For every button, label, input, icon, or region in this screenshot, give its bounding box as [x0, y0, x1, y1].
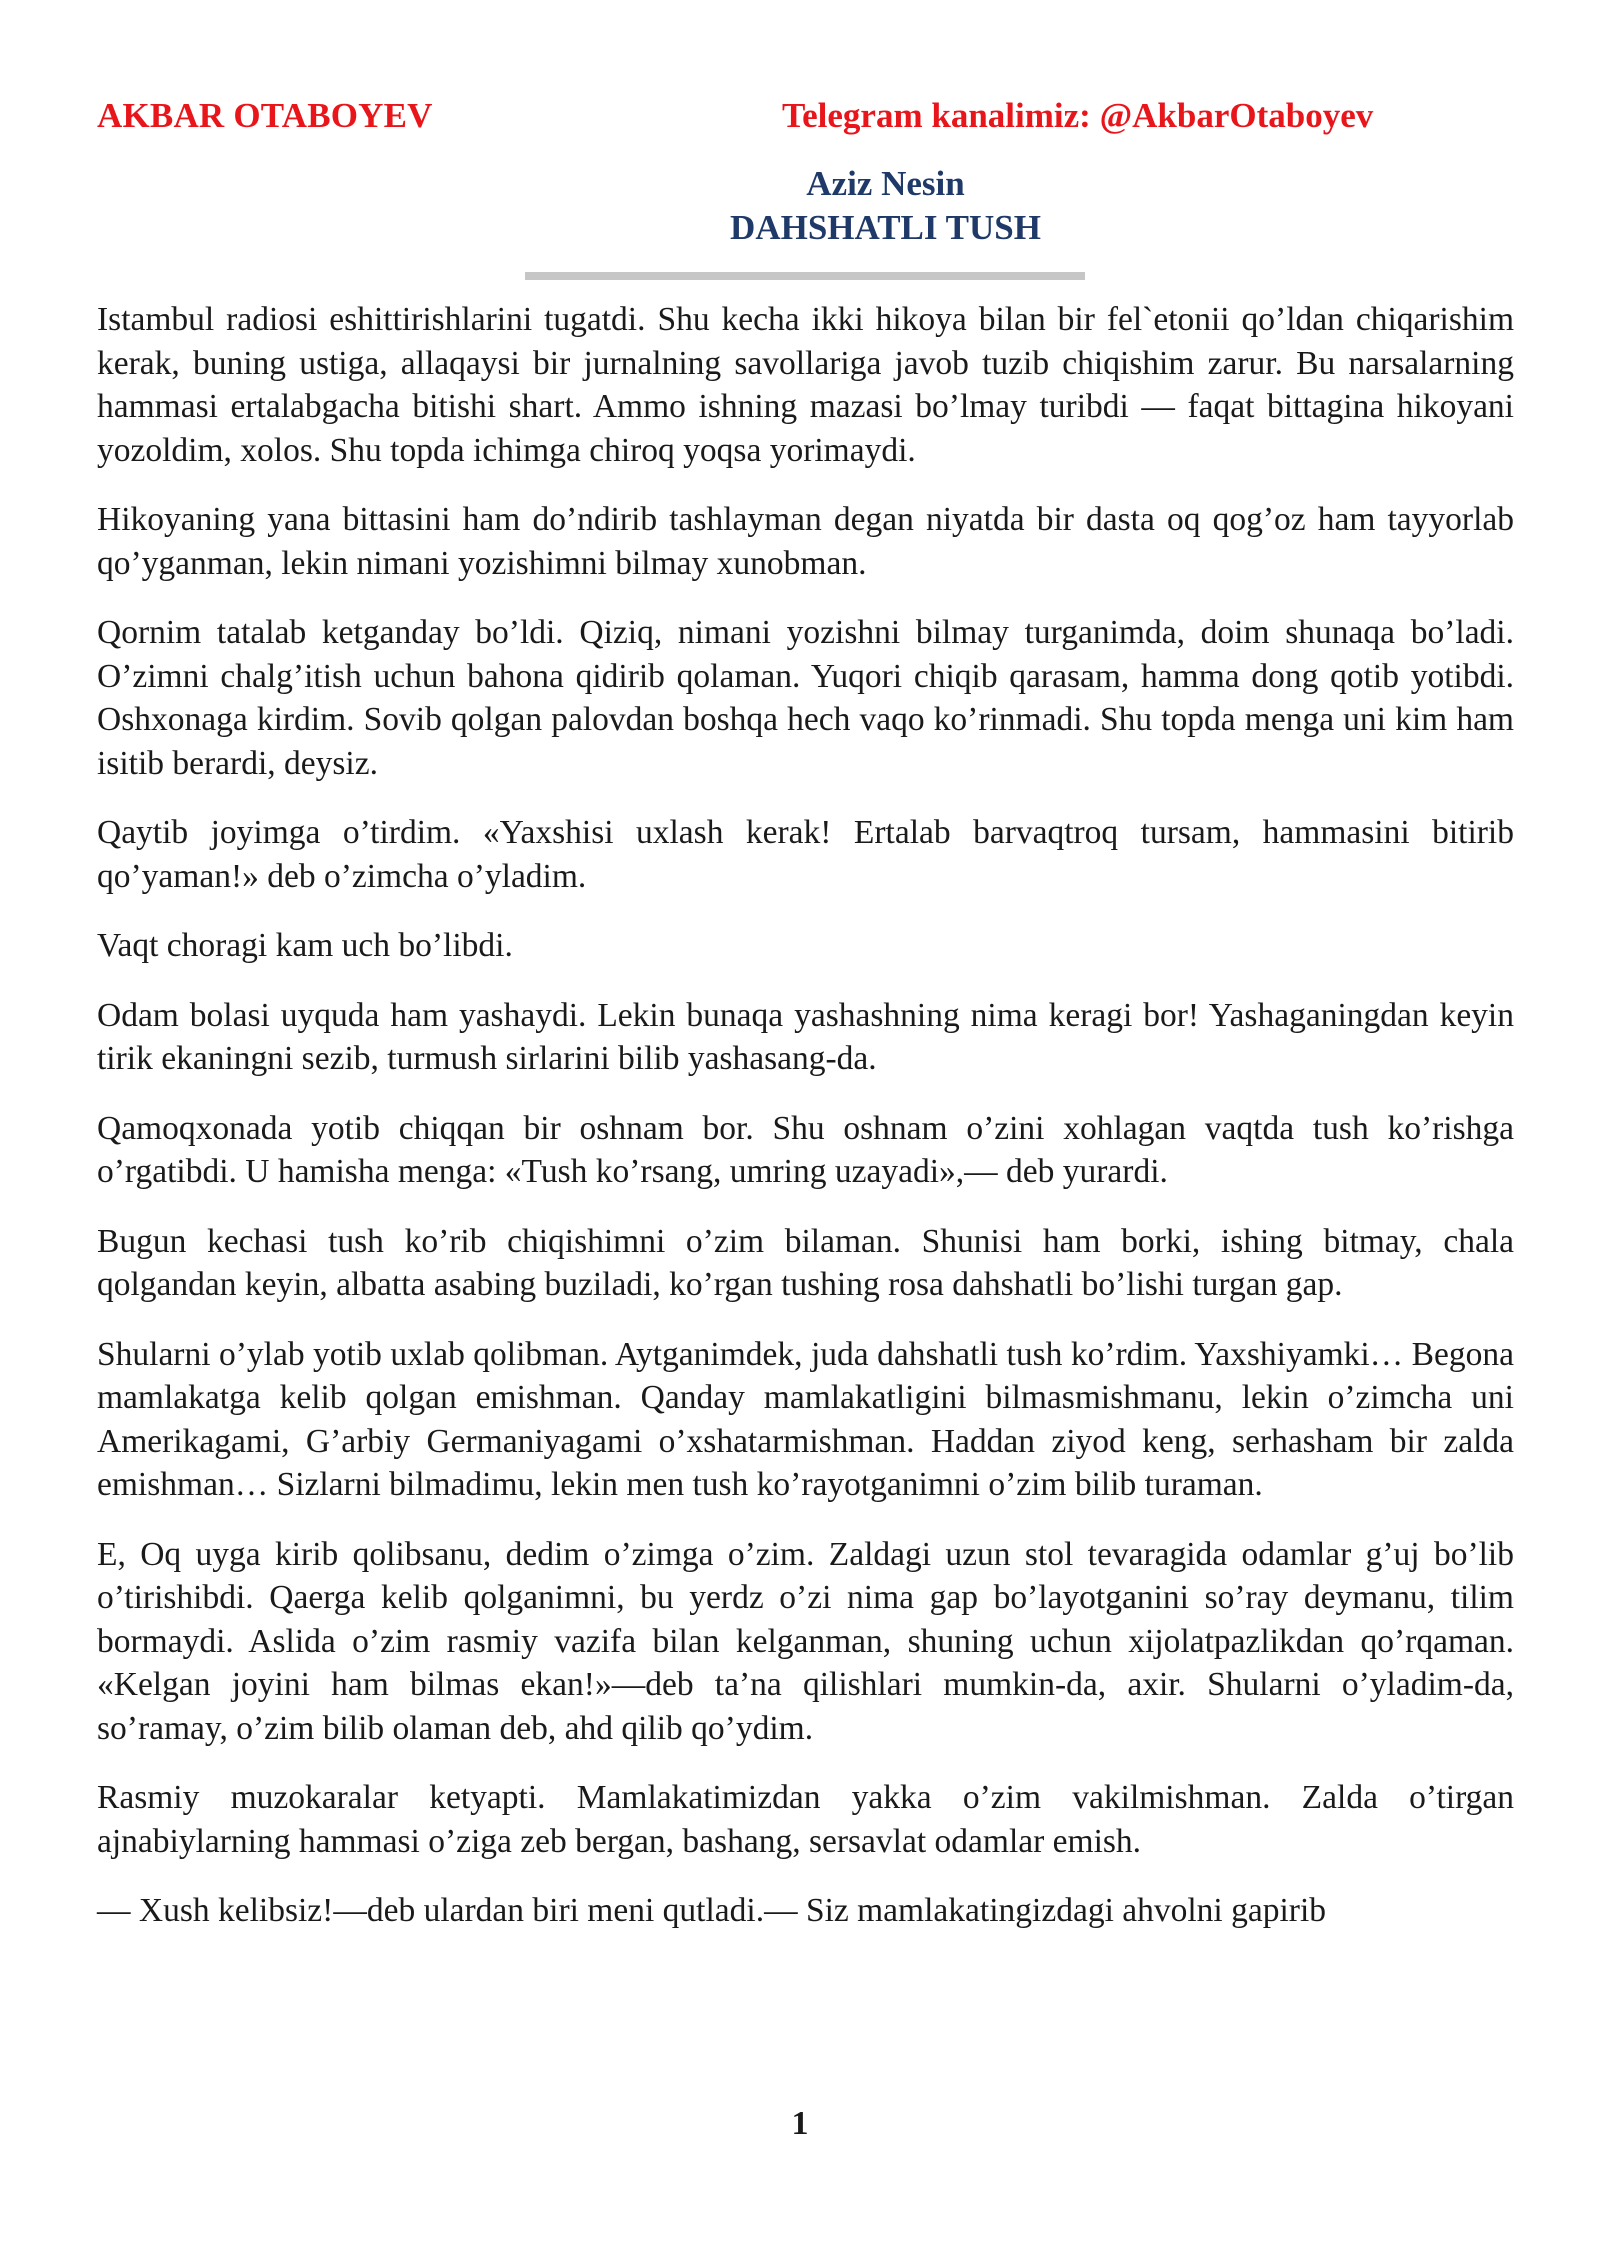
paragraph: Hikoyaning yana bittasini ham do’ndirib tashlayman degan niyatda bir dasta oq qog’oz ham tayyorlab qo’yganman, lekin nimani yozishimni bilmay xunobman. — [97, 501, 1514, 582]
title-block — [97, 162, 1514, 250]
page-number: 1 — [791, 2105, 809, 2142]
paragraph: Odam bolasi uyquda ham yashaydi. Lekin bunaqa yashashning nima keragi bor! Yashaganingdan keyin tirik ekaningni sezib, turmush sirlarini bilib yashasang-da. — [97, 996, 1514, 1077]
title-divider — [525, 272, 1085, 280]
header-telegram-channel: Telegram kanalimiz: @AkbarOtaboyev — [782, 96, 1374, 135]
paragraph: Istambul radiosi eshittirishlarini tugatdi. Shu kecha ikki hikoya bilan bir fel`etonii qo’ldan chiqarishim kerak, buning ustiga, allaqaysi bir jurnalning savollariga javob tuzib chiqishim zarur. Bu narsalarning hammasi ertalabgacha bitishi shart. Ammo ishning mazasi bo’lmay turibdi — faqat bittagina hikoyani yozoldim, xolos. Shu topda ichimga chiroq yoqsa yorimaydi. — [97, 301, 1514, 469]
paragraph: Bugun kechasi tush ko’rib chiqishimni o’zim bilaman. Shunisi ham borki, ishing bitmay, chala qolgandan keyin, albatta asabing buziladi, ko’rgan tushing rosa dahshatli bo’lishi turgan gap. — [97, 1222, 1514, 1303]
paragraph: Qaytib joyimga o’tirdim. «Yaxshisi uxlash kerak! Ertalab barvaqtroq tursam, hammasini bitirib qo’yaman!» deb o’zimcha o’yladim. — [97, 814, 1514, 895]
paragraph: Vaqt choragi kam uch bo’libdi. — [97, 927, 513, 964]
paragraph: Rasmiy muzokaralar ketyapti. Mamlakatimizdan yakka o’zim vakilmishman. Zalda o’tirgan ajnabiylarning hammasi o’ziga zeb bergan, bashang, sersavlat odamlar emish. — [97, 1779, 1514, 1860]
paragraph: — Xush kelibsiz!—deb ulardan biri meni qutladi.— Siz mamlakatingizdagi ahvolni gapirib — [97, 1892, 1326, 1929]
header-author-name: AKBAR OTABOYEV — [97, 96, 433, 135]
work-title: DAHSHATLI TUSH — [730, 208, 1041, 247]
paragraph: E, Oq uyga kirib qolibsanu, dedim o’zimga o’zim. Zaldagi uzun stol tevaragida odamlar g’uj bo’lib o’tirishibdi. Qaerga kelib qolganimni, bu yerdz o’zi nima gap bo’layotganini so’ray deymanu, tilim bormaydi. Aslida o’zim rasmiy vazifa bilan kelganman, shuning uchun xijolatpazlikdan qo’rqaman. «Kelgan joyini ham bilmas ekan!»—deb ta’na qilishlari mumkin-da, axir. Shularni o’yladim-da, so’ramay, o’zim bilib olaman deb, ahd qilib qo’ydim. — [97, 1535, 1514, 1747]
story-body — [97, 298, 1514, 1933]
paragraph: Qornim tatalab ketganday bo’ldi. Qiziq, nimani yozishni bilmay turganimda, doim shunaqa bo’ladi. O’zimni chalg’itish uchun bahona qidirib qolaman. Yuqori chiqib qarasam, hamma dong qotib yotibdi. Oshxonaga kirdim. Sovib qolgan palovdan boshqa hech vaqo ko’rinmadi. Shu topda menga uni kim ham isitib berardi, deysiz. — [97, 614, 1514, 782]
paragraph: Shularni o’ylab yotib uxlab qolibman. Aytganimdek, juda dahshatli tush ko’rdim. Yaxshiyamki… Begona mamlakatga kelib qolgan emishman. Qanday mamlakatligini bilmasmishmanu, lekin o’zimcha uni Amerikagami, G’arbiy Germaniyagami o’xshatarmishman. Haddan ziyod keng, serhasham bir zalda emishman… Sizlarni bilmadimu, lekin men tush ko’rayotganimni o’zim bilib turaman. — [97, 1335, 1514, 1503]
work-author: Aziz Nesin — [806, 164, 965, 203]
page-header — [97, 96, 1514, 140]
paragraph: Qamoqxonada yotib chiqqan bir oshnam bor. Shu oshnam o’zini xohlagan vaqtda tush ko’rishga o’rgatibdi. U hamisha menga: «Tush ko’rsang, umring uzayadi»,— deb yurardi. — [97, 1109, 1514, 1190]
document-page — [97, 96, 1514, 1959]
